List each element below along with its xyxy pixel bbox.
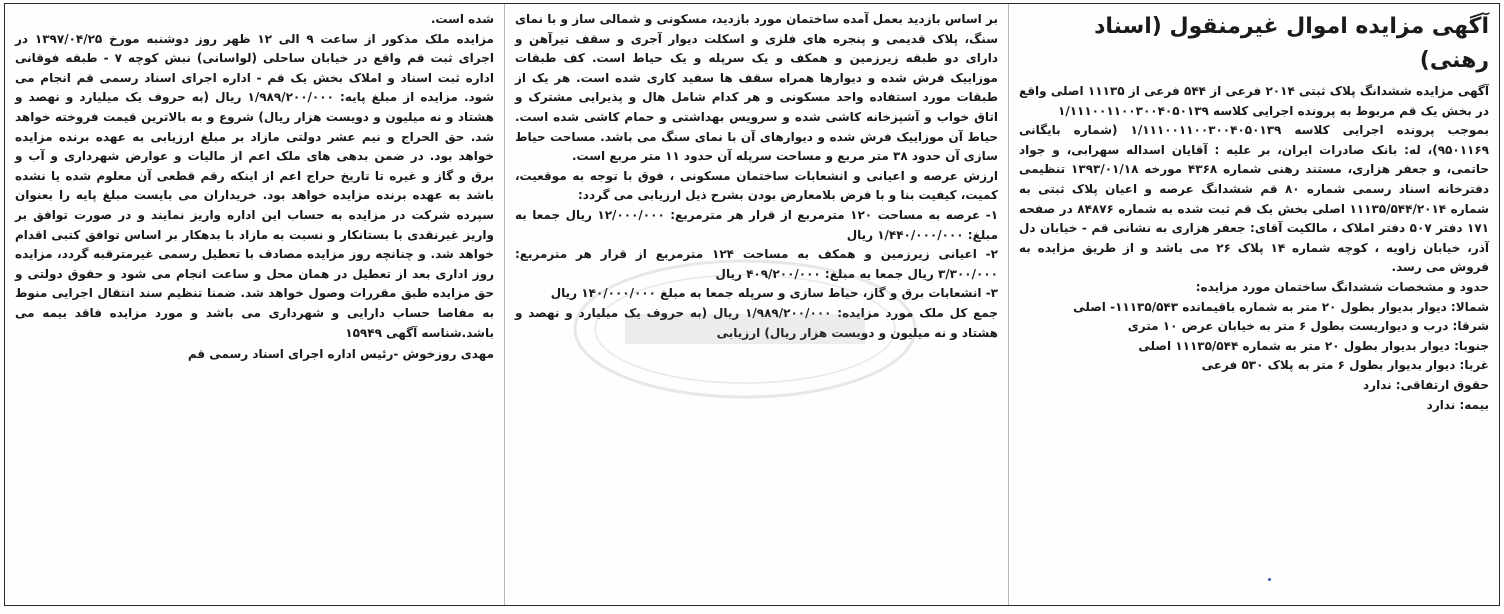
notice-case-details: بموجب پرونده اجرایی کلاسه ۱/۱۱۱۰۰۱۱۰۰۳۰۰۴۰۵۰۱۳۹ (شماره بایگانی ۹۵۰۱۱۶۹)، له: بانک صادرات ایران، بر علیه : آقایان اسداله سهرابی، و جواد حاتمی، و جعفر هزاری، مستند رهنی شماره ۴۳۶۸ مورخه ۱۳۹۳/۰۱/۱۸ تنظیمی دفترخانه اسناد رسمی شماره ۸۰ قم ششدانگ عرصه و اعیان پلاک ثبتی به شماره ۱۱۱۳۵/۵۴۴/۲۰۱۴ اصلی بخش یک قم ثبت شده به شماره ۸۴۸۷۶ در صفحه ۱۷۱ دفتر ۵۰۷ دفتر املاک ، مالکیت آقای: جعفر هزاری به نشانی قم - خیابان دل آذر، خیابان زاویه ، کوچه شماره ۱۴ پلاک ۲۶ می باشد و از طریق مزایده به فروش می رسد.: [1019, 123, 1490, 275]
boundary-west: غربا: دیوار بدیوار بطول ۶ متر به پلاک ۵۳۰ فرعی: [1201, 358, 1489, 373]
valuation-land: ۱- عرصه به مساحت ۱۲۰ مترمربع از قرار هر مترمربع: ۱۲/۰۰۰/۰۰۰ ریال جمعا به مبلغ: ۱/۴۴۰/۰۰۰/۰۰۰ ریال: [515, 207, 999, 242]
boundary-east: شرقا: درب و دیواریست بطول ۶ متر به خیابان عرض ۱۰ متری: [1127, 319, 1489, 334]
scan-speck: [1268, 578, 1271, 581]
insurance-status: بیمه: ندارد: [1426, 397, 1489, 412]
notice-column-middle: [505, 4, 1009, 605]
valuation-continuation: شده است.: [430, 12, 494, 26]
notice-column-right: [1009, 4, 1499, 605]
valuation-total: جمع کل ملک مورد مزایده: ۱/۹۸۹/۲۰۰/۰۰۰ ریال (به حروف یک میلیارد و نهصد و هشتاد و نه میلیون و دویست هزار ریال) ارزیابی: [515, 305, 998, 340]
notice-column-left: [5, 4, 505, 605]
signature-line: مهدی روزخوش -رئیس اداره اجرای اسناد رسمی قم: [187, 347, 494, 362]
boundary-south: جنوبا: دیوار بدیوار بطول ۲۰ متر به شماره ۱۱۱۳۵/۵۴۴ اصلی: [1138, 338, 1489, 353]
valuation-utilities: ۳- انشعابات برق و گاز، حیاط سازی و سرپله جمعا به مبلغ ۱۴۰/۰۰۰/۰۰۰ ریال: [550, 286, 998, 301]
auction-terms: مزایده ملک مذکور از ساعت ۹ الی ۱۲ ظهر روز دوشنبه مورخ ۱۳۹۷/۰۴/۲۵ در اجرای ثبت قم واقع در خیابان ساحلی (لواسانی) نبش کوچه ۷ - طبقه فوقانی اداره ثبت اسناد و املاک بخش یک قم - اداره اجرای اسناد رسمی قم انجام می شود. مزایده از مبلغ پایه: ۱/۹۸۹/۲۰۰/۰۰۰ ریال (به حروف یک میلیارد و نهصد و هشتاد و نه میلیون و دویست هزار ریال) شروع و به بالاترین قیمت فروخته خواهد شد. حق الحراج و نیم عشر دولتی مازاد بر مبلغ ارزیابی به عهده برنده مزایده خواهد بود. در ضمن بدهی های ملک اعم از مالیات و عوارض شهرداری و آب و برق و گاز و غیره تا تاریخ حراج اعم از اینکه رقم قطعی آن معلوم شده یا نشده باشد به عهده برنده مزایده خواهد بود. خریداران می بایست مبلغ پایه را بعنوان سپرده شرکت در مزایده به حساب این اداره واریز نمایند و در صورت توافق بر واریز غیرنقدی با بستانکار و نسبت به مازاد با بدهکار بر اساس توافق کتبی اقدام خواهد شد. و چنانچه روز مزایده مصادف با تعطیل رسمی غیرمترقبه گردد، مزایده روز اداری بعد از تعطیل در همان محل و ساعت انجام می شود و حقوق دولتی و حق مزایده طبق مقررات وصول خواهد شد. ضمنا تنظیم سند انتقال اجرایی منوط به مفاصا حساب دارایی و شهرداری می باشد و مورد مزایده فاقد بیمه می باشد.شناسه آگهی ۱۵۹۴۹: [15, 31, 495, 340]
boundary-north: شمالا: دیوار بدیوار بطول ۲۰ متر به شماره باقیمانده ۱۱۱۳۵/۵۴۳- اصلی: [1073, 299, 1489, 314]
boundaries-heading: حدود و مشخصات ششدانگ ساختمان مورد مزایده:: [1195, 279, 1489, 294]
easement-rights: حقوق ارتفاقی: ندارد: [1363, 377, 1489, 392]
valuation-building: ۲- اعیانی زیرزمین و همکف به مساحت ۱۲۴ مترمربع از قرار هر مترمربع: ۳/۳۰۰/۰۰۰ ریال جمعا به مبلغ: ۴۰۹/۲۰۰/۰۰۰ ریال: [515, 247, 998, 281]
notice-title: آگهی مزایده اموال غیرمنقول (اسناد رهنی): [1094, 14, 1489, 73]
auction-notice: [4, 3, 1500, 606]
valuation-intro: ارزش عرصه و اعیانی و انشعابات ساختمان مسکونی ، فوق با توجه به موقعیت، کمیت، کیفیت بنا و با فرض بلامعارض بودن بشرح ذیل ارزیابی می گردد:: [515, 168, 998, 203]
notice-intro: آگهی مزایده ششدانگ پلاک ثبتی ۲۰۱۴ فرعی از ۵۴۴ فرعی از ۱۱۱۳۵ اصلی واقع در بخش یک قم مربوط به پرونده اجرایی کلاسه ۱/۱۱۱۰۰۱۱۰۰۳۰۰۴۰۵۰۱۳۹: [1019, 84, 1489, 118]
inspection-description: بر اساس بازدید بعمل آمده ساختمان مورد بازدید، مسکونی و شمالی ساز و با نمای سنگ، پلاک قدیمی و پنجره های فلزی و اسکلت دیوار آجری و سقف تیرآهن و دارای دو طبقه زیرزمین و همکف و یک سرپله و یک حیاط است. کف طبقات موزاییک فرش شده و دیوارها همراه سقف ها سفید کاری شده است. هر یک از طبقات مورد استفاده واحد مسکونی و هر کدام شامل هال و پذیرایی مشترک و اتاق خواب و آشپزخانه کاشی شده و سرویس بهداشتی و حمام کاشی شده است. حیاط آن موزاییک فرش شده و دیوارهای آن با نمای سنگ می باشد. مساحت حیاط سازی آن حدود ۳۸ متر مربع و مساحت سرپله آن حدود ۱۱ متر مربع است.: [515, 12, 998, 164]
